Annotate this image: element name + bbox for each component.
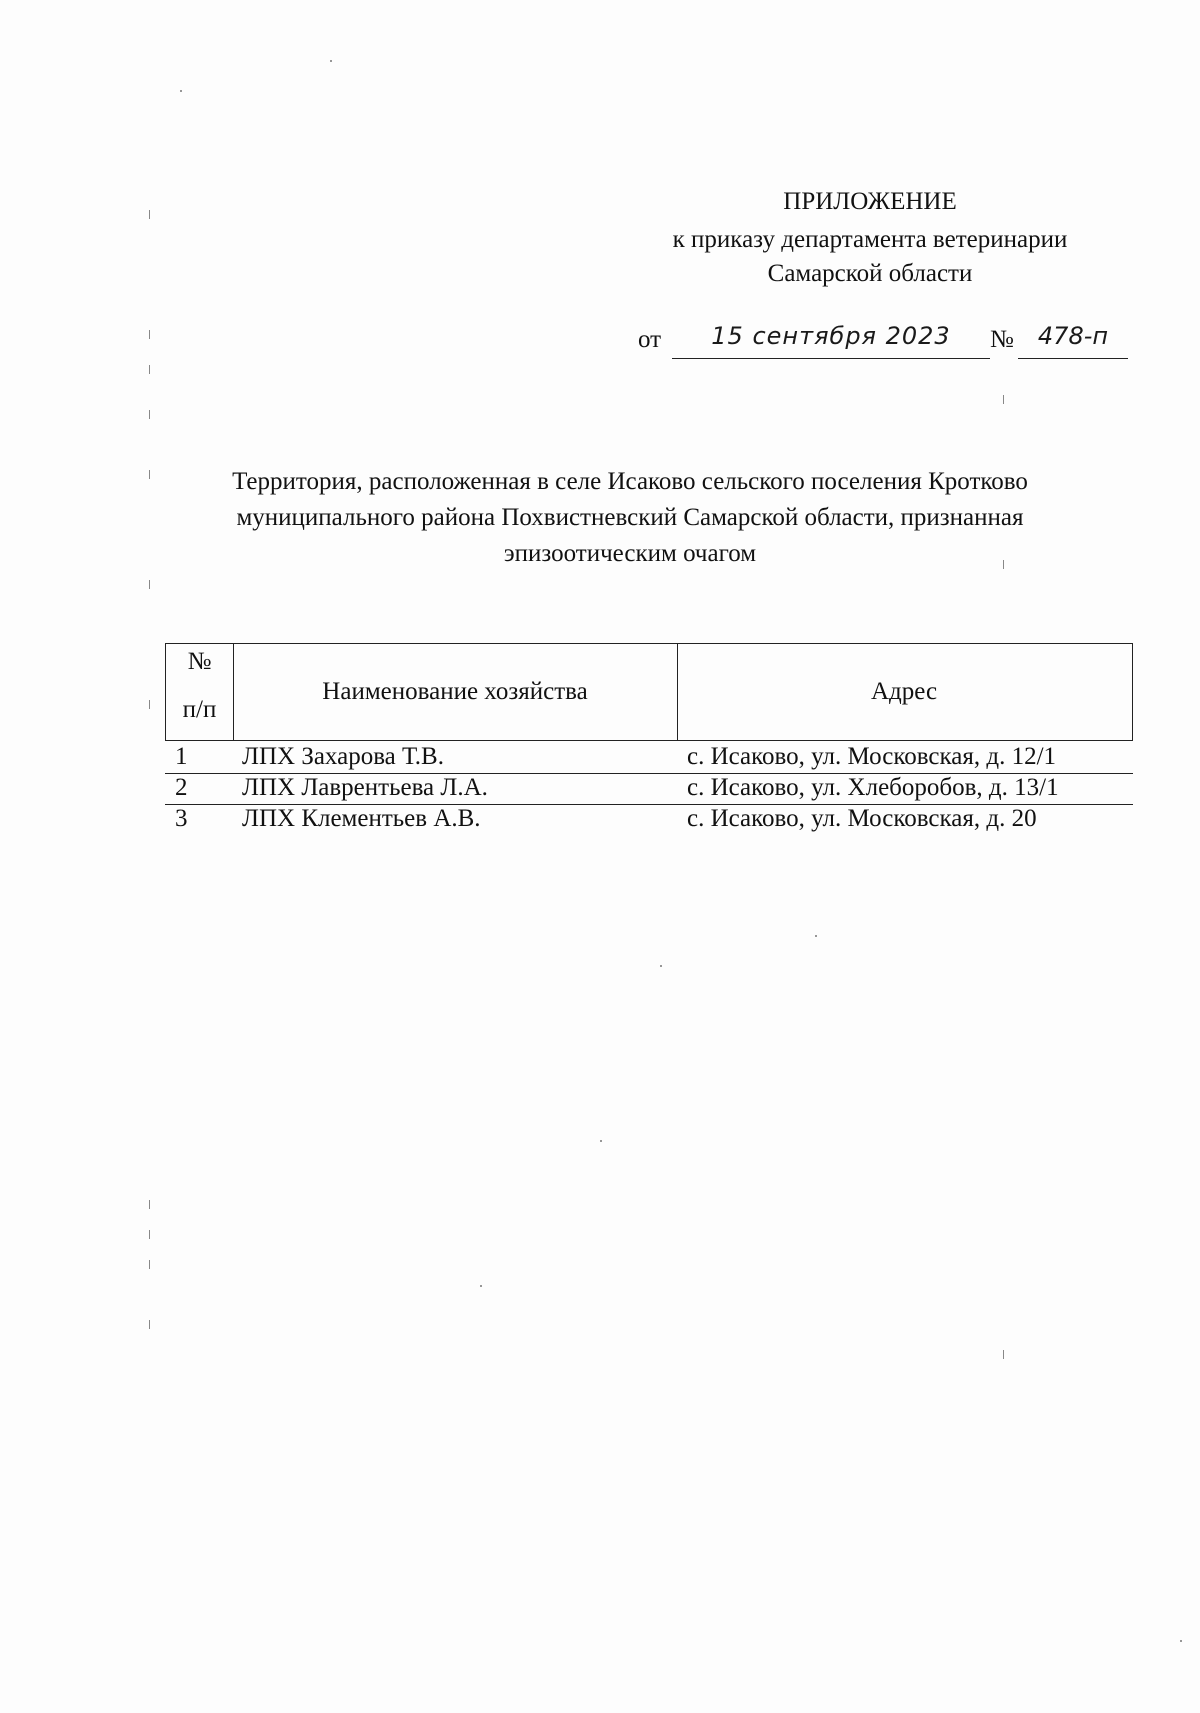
scan-artifact <box>480 1285 482 1287</box>
scan-artifact <box>149 580 150 589</box>
header-number-pp: п/п <box>182 696 217 723</box>
scan-artifact <box>149 700 150 709</box>
scan-artifact <box>660 965 662 967</box>
table-row <box>165 743 1133 774</box>
scan-artifact <box>180 90 182 92</box>
scan-artifact <box>149 470 150 479</box>
scan-artifact <box>1003 1350 1004 1359</box>
scan-artifact <box>149 410 150 419</box>
scan-artifact <box>149 210 150 219</box>
row-address: с. Исаково, ул. Хлеборобов, д. 13/1 <box>687 774 1059 801</box>
header-cell-address: Адрес <box>870 678 938 705</box>
table-row <box>165 774 1133 805</box>
table-row <box>165 805 1133 835</box>
appendix-title: ПРИЛОЖЕНИЕ <box>783 188 957 215</box>
from-label: от <box>638 326 662 353</box>
number-label: № <box>990 326 1014 353</box>
scan-artifact <box>1180 1640 1182 1642</box>
scan-artifact <box>149 365 150 374</box>
scan-artifact <box>1003 395 1004 404</box>
scan-artifact <box>149 1200 150 1209</box>
scan-artifact <box>815 935 817 937</box>
row-household-name: ЛПХ Захарова Т.В. <box>242 743 444 770</box>
document-title: Территория, расположенная в селе Исаково сельского поселения Кротково муниципального района Похвистневский Самарской области, признанная эпизоотическим очагом <box>232 468 1028 567</box>
order-date-line <box>638 322 1128 362</box>
scan-artifact <box>149 1230 150 1239</box>
row-address: с. Исаково, ул. Московская, д. 20 <box>687 805 1037 832</box>
header-number-symbol: № <box>187 648 212 675</box>
row-number: 3 <box>175 805 188 832</box>
row-number: 2 <box>175 774 188 801</box>
scan-artifact <box>149 330 150 339</box>
appendix-line-1: к приказу департамента ветеринарии <box>672 226 1068 253</box>
row-household-name: ЛПХ Клементьев А.В. <box>242 805 481 832</box>
appendix-line-2: Самарской области <box>767 260 973 287</box>
order-date-handwritten: 15 сентября 2023 <box>672 322 990 359</box>
scan-artifact <box>149 1320 150 1329</box>
header-cell-number <box>166 644 234 740</box>
row-household-name: ЛПХ Лаврентьева Л.А. <box>242 774 488 801</box>
scan-artifact <box>149 1260 150 1269</box>
table-header <box>165 643 1133 741</box>
scan-artifact <box>600 1140 602 1142</box>
row-number: 1 <box>175 743 188 770</box>
scan-artifact <box>330 60 332 62</box>
order-number-handwritten: 478-п <box>1018 322 1128 359</box>
header-cell-name: Наименование хозяйства <box>233 644 678 740</box>
row-address: с. Исаково, ул. Московская, д. 12/1 <box>687 743 1057 770</box>
